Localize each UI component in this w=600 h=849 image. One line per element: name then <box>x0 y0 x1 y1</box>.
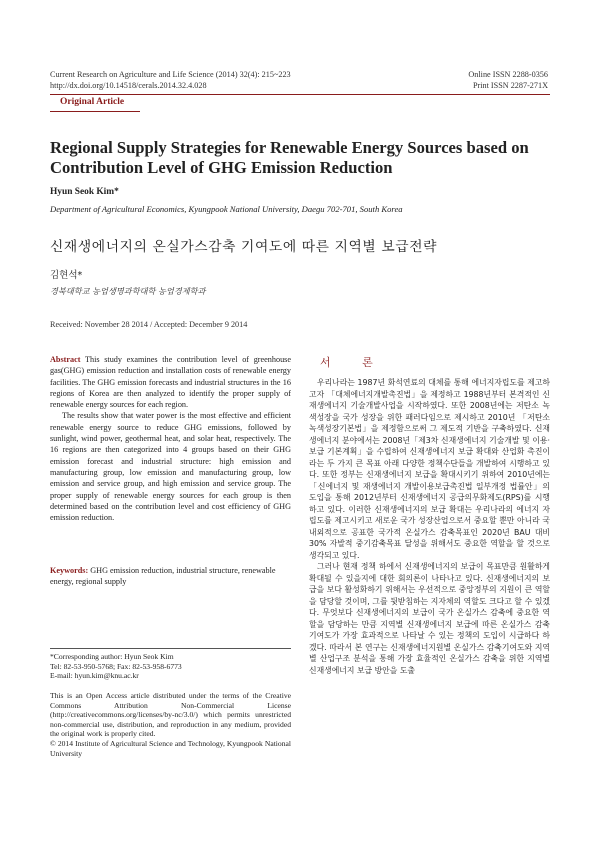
received-date: Received: November 28 2014 / Accepted: December 9 2014 <box>50 320 248 329</box>
keywords-label: Keywords: <box>50 566 89 575</box>
article-type: Original Article <box>60 97 125 107</box>
abstract-label: Abstract <box>50 355 81 364</box>
author-name: Hyun Seok Kim* <box>50 187 119 197</box>
abstract-paragraph-2: The results show that water power is the most effective and efficient renewable energy source to reduce GHG emissions, followed by sunlight, wind power, geothermal heat, and solar heat, respectively. The 16 regions are then categorized into 4 groups based on their GHG emission forecast and industrial structure: high emission and manufacturing group, low emission and manufacturing group, low emission and service group, and high emission and service group. The proper supply of renewable energy sources for each group is then determined based on the contribution level and cost efficiency of GHG emission reduction. <box>50 411 291 523</box>
corresponding-author: *Corresponding author: Hyun Seok Kim <box>50 652 174 661</box>
contact-phone: Tel: 82-53-950-5768; Fax: 82-53-958-6773 <box>50 661 182 671</box>
print-issn: Print ISSN 2287-271X <box>472 80 548 90</box>
license-note <box>50 691 291 758</box>
keywords-text: GHG emission reduction, industrial structure, renewable energy, regional supply <box>50 566 276 587</box>
introduction-body <box>309 377 550 676</box>
journal-header-right <box>468 70 548 91</box>
abstract-section <box>50 354 291 523</box>
korean-title: 신재생에너지의 온실가스감축 기여도에 따른 지역별 보급전략 <box>50 239 438 255</box>
intro-paragraph-1: 우리나라는 1987년 화석연료의 대체를 통해 에너지자립도를 제고하고자 「대체에너지개발촉진법」을 제정하고 1988년부터 본격적인 신재생에너지 기술개발사업을 시작하였다. 또한 2008년에는 저탄소 녹색성장을 국가 성장을 위한 패러다임으로 제시하고 2010년 「저탄소녹색성장기본법」을 제정함으로써 그 제도적 기반을 구축하였다. 신재생에너지 분야에서는 2008년「제3차 신재생에너지 기술개발 및 이용·보급 기본계획」을 수립하여 신재생에너지 보급 확대와 산업화 촉진이라는 두 가지 큰 목표 아래 다양한 정책수단들을 개발하여 시행하고 있다. 또한 정부는 신재생에너지 보급을 확대시키기 위하여 2010년에는 「신에너지 및 재생에너지 개발이용보급촉진법 일부개정 법률안」의 도입을 통해 2012년부터 신재생에너지 공급의무화제도(RPS)를 시행하고 있다. 이러한 신재생에너지의 보급 확대는 우리나라의 에너지 자립도를 제고시키고 새로운 국가 성장산업으로서 중요할 뿐만 아니라 국내외적으로 공표한 국가적 온실가스 감축목표인 2020년 BAU 대비 30% 자발적 중기감축목표 달성을 위해서도 중요한 역할을 할 것으로 생각되고 있다. <box>309 378 550 560</box>
footnote <box>50 652 291 681</box>
author-affiliation: Department of Agricultural Economics, Kyungpook National University, Daegu 702-701, South Korea <box>50 204 403 214</box>
keywords <box>50 565 291 588</box>
header-rule <box>50 94 550 95</box>
license-text: This is an Open Access article distributed under the terms of the Creative Commons Attribution Non-Commercial License (http://creativecommons.org/licenses/by-nc/3.0/) which permits unrestricted non-commercial use, distribution, and reproduction in any medium, provided the original work is properly cited. <box>50 691 291 739</box>
abstract-paragraph-1: This study examines the contribution level of greenhouse gas(GHG) emission reduction and installation costs of renewable energy facilities. The GHG emission forecasts and industrial structures in the 16 regions of Korea are then analyzed to identify the proper supply of renewable energy sources for each region. <box>50 355 291 410</box>
korean-affiliation: 경북대학교 농업생명과학대학 농업경제학과 <box>50 286 206 296</box>
korean-author: 김현석* <box>50 270 83 281</box>
contact-email[interactable]: E-mail: hyun.kim@knu.ac.kr <box>50 671 139 681</box>
copyright-text: © 2014 Institute of Agricultural Science and Technology, Kyungpook National University <box>50 738 291 758</box>
article-type-underline <box>50 111 140 112</box>
paper-title: Regional Supply Strategies for Renewable Energy Sources based on Contribution Level of GHG Emission Reduction <box>50 138 529 177</box>
journal-citation: Current Research on Agriculture and Life Science (2014) 32(4): 215~223 <box>50 70 291 79</box>
online-issn: Online ISSN 2288-0356 <box>468 70 548 79</box>
footnote-rule <box>50 648 291 649</box>
section-heading-introduction: 서 론 <box>320 356 387 369</box>
intro-paragraph-2: 그러나 현재 정책 하에서 신재생에너지의 보급이 목표만큼 원활하게 확대될 수 있을지에 대한 회의론이 나타나고 있다. 신재생에너지의 보급을 보다 활성화하기 위해서는 우선적으로 중앙정부의 지원이 큰 역할을 담당할 것이며, 그를 뒷받침하는 지자체의 역할도 크다고 할 수 있겠다. 무엇보다 신재생에너지의 보급이 국가 온실가스 감축에 중요한 역할을 담당하는 만큼 지역별 신재생에너지 보급에 따른 온실가스 감축 기여도가 가장 효과적으로 나타날 수 있는 정책의 도입이 시급하다 하겠다. 따라서 본 연구는 신재생에너지원별 온실가스 감축기여도와 지역별 산업구조 분석을 통해 가장 효율적인 온실가스 감축을 위한 지역별 신재생에너지 보급 방안을 도출 <box>309 562 550 675</box>
doi-link[interactable]: http://dx.doi.org/10.14518/cerals.2014.32.4.028 <box>50 80 207 90</box>
journal-header-left <box>50 70 291 91</box>
